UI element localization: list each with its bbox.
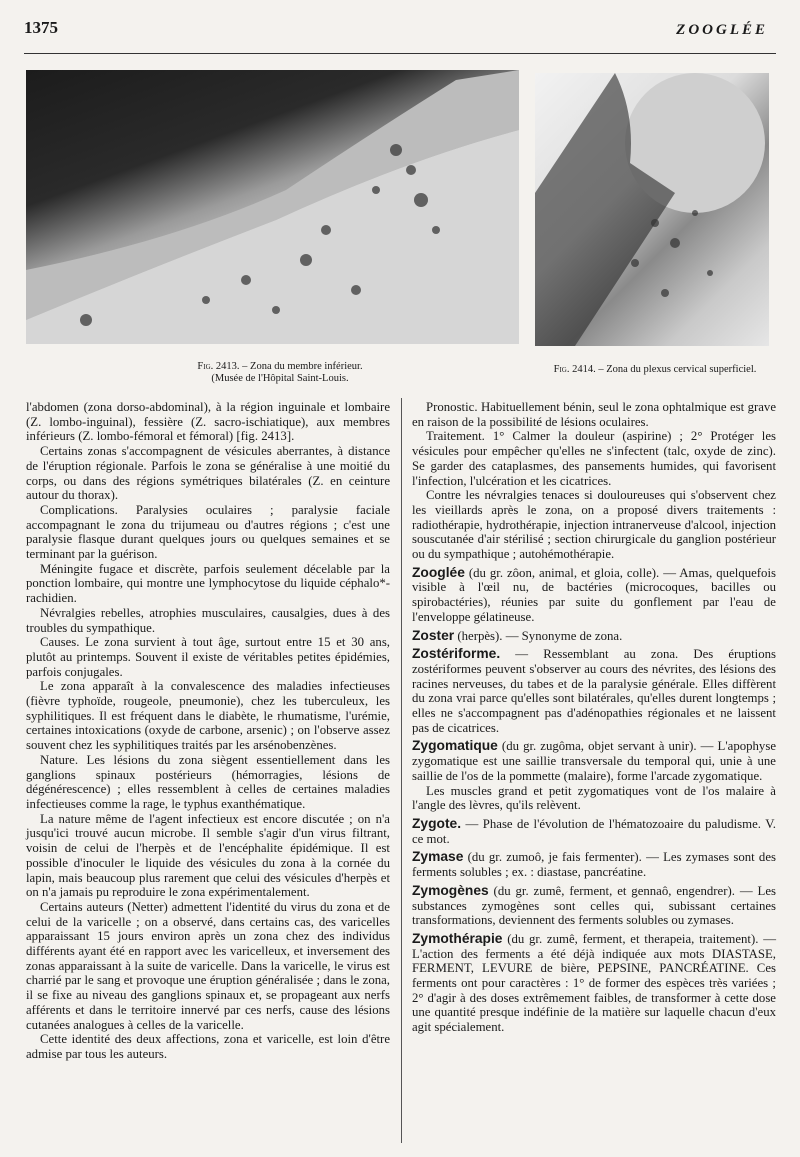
paragraph-nature: Nature. Les lésions du zona siègent essentiellement dans les ganglions spinaux postérieurs (hémorragies, lésions de dégénérescence) ; elles ressemblent à celles de certaines maladies infectieuses comme la rage, le typhus exanthématique. [26, 752, 390, 811]
headword: Zoster [412, 627, 455, 643]
entry-zooglee [412, 566, 776, 625]
entry-zygomatique [412, 739, 776, 783]
definition: — Phase de l'évolution de l'hématozoaire du paludisme. V. ce mot. [412, 816, 776, 846]
paragraph: Contre les névralgies tenaces si douloureuses qui s'observent chez les vieillards après le zona, on a proposé divers traitements : radiothérapie, hydrothérapie, injection intranerveuse d'alcool, injection souscutanée d'air stérilisé ; section chirurgicale du ganglion postérieur ou du sympathique ; autohémothérapie. [412, 488, 776, 562]
entry-zosteriforme [412, 647, 776, 735]
paragraph: Certains auteurs (Netter) admettent l'identité du virus du zona et de celui de la varicelle ; on a observé, dans certains cas, des varicelles apparaissant 15 jours environ après un zona chez des individus différents ayant été en rapport avec les varicelleux, et inversement des zonas apparaissant à la suite de varicelle. Dans la varicelle, le virus est charrié par le sang et provoque une éruption généralisée ; dans le zona, il se fixe au niveau des ganglions spinaux et, se propageant aux nerfs afférents et dans le territoire innervé par ces nerfs, cause des lésions cutanées analogues à celles de la varicelle. [26, 899, 390, 1032]
paragraph-causes: Causes. Le zona survient à tout âge, surtout entre 15 et 30 ans, plutôt au printemps. Souvent il existe de véritables petites épidémies, parfois conjugales. [26, 635, 390, 679]
entry-zymotherapie [412, 932, 776, 1035]
definition: (du gr. zumê, ferment, et gennaô, engendrer). — Les substances zymogènes sont celles qui, subissant certaines transformations, deviennent des ferments solubles ou zymases. [412, 883, 776, 928]
paragraph: Méningite fugace et discrète, parfois seulement décelable par la ponction lombaire, qui montre une lymphocytose du liquide céphalo*-rachidien. [26, 561, 390, 606]
paragraph: Névralgies rebelles, atrophies musculaires, causalgies, dues à des troubles du sympathique. [26, 605, 390, 635]
paragraph-complications: Complications. Paralysies oculaires ; paralysie faciale accompagnant le zona du trijumeau ou d'autres régions ; c'est une paralysie flasque durant quelques jours ou quelques semaines et se terminant par la guérison. [26, 502, 390, 562]
definition: — Ressemblant au zona. Des éruptions zostériformes peuvent s'observer au cours des névrites, des lésions des racines nerveuses, du tabes et de la paralysie générale. Elles diffèrent du zona vrai parce qu'elles sont bilatérales, qu'elles durent longtemps ; elles ne s'accompagnent pas d'adénopathies régionales et ne laissent pas de cicatrices. [412, 647, 776, 735]
headword: Zooglée [412, 564, 465, 580]
photo-neck-illustration [535, 73, 769, 346]
paragraph: Le zona apparaît à la convalescence des maladies infectieuses (fièvre typhoïde, rougeole, pneumonie), chez les tuberculeux, les syphilitiques. Il est fréquent dans le diabète, le rhumatisme, l'urémie, certaines intoxications (oxyde de carbone, arsenic) ; on l'observe assez souvent chez les syphilitiques traités par les arsénobenzènes. [26, 679, 390, 753]
headword: Zymothérapie [412, 930, 503, 946]
paragraph: Certains zonas s'accompagnent de vésicules aberrantes, à distance de l'éruption régionale. Parfois le zona se généralise à une moitié du corps, ou dans des régions symétriques bilatérales (Z. en ceinture autour du thorax). [26, 444, 390, 503]
definition: (herpès). — Synonyme de zona. [454, 628, 623, 643]
paragraph: Les muscles grand et petit zygomatiques vont de l'os malaire à l'angle des lèvres, qu'ils relèvent. [412, 783, 776, 813]
paragraph-pronostic: Pronostic. Habituellement bénin, seul le zona ophtalmique est grave en raison de la possibilité de lésions oculaires. [412, 400, 776, 429]
figure-2414-photo [535, 73, 769, 346]
headword: Zymase [412, 849, 464, 865]
headword: Zostériforme. [412, 646, 501, 662]
entry-zymogenes [412, 884, 776, 928]
definition: (du gr. zugôma, objet servant à unir). — L'apophyse zygomatique est une saillie transversale du temporal qui, unie à une saillie de l'os de la pommette (malaire), forme l'arcade zygomatique. [412, 739, 776, 783]
figure-2413-credit: (Musée de l'Hôpital Saint-Louis. [211, 373, 349, 384]
header-rule [24, 53, 776, 54]
headword: Zymogènes [412, 882, 489, 898]
definition: (du gr. zumoô, je fais fermenter). — Les zymases sont des ferments solubles ; ex. : diastase, pancréatine. [412, 850, 776, 880]
entry-zymase [412, 850, 776, 879]
right-column [412, 400, 776, 1035]
figure-2414-number: Fig. 2414. [553, 364, 596, 375]
entry-zygote [412, 817, 776, 846]
left-column [26, 400, 390, 1062]
running-head: ZOOGLÉE [676, 22, 768, 38]
page-header [24, 18, 776, 44]
paragraph: La nature même de l'agent infectieux est encore discutée ; on n'a jusqu'ici trouvé aucun microbe. Il semble s'agir d'un virus filtrant, voisin de celui de l'herpès et de l'encéphalite épidémique. Il est possible d'inoculer le liquide des vésicules du zona à la cornée du lapin, mais beaucoup plus rarement que celui des vésicules d'herpès et on n'a jamais pu reproduire le zona expérimentalement. [26, 811, 390, 900]
figure-2414-caption-text: – Zona du plexus cervical superficiel. [595, 364, 757, 375]
photo-leg-illustration [26, 70, 519, 344]
paragraph-traitement: Traitement. 1° Calmer la douleur (aspirine) ; 2° Protéger les vésicules pour empêcher qu'elles ne s'infectent (talc, oxyde de zinc). Se garder des cataplasmes, des pansements humides, qui favorisent l'infection, l'ulcération et les cicatrices. [412, 429, 776, 488]
headword: Zygomatique [412, 738, 498, 754]
figure-2413-photo [26, 70, 519, 344]
entry-zoster [412, 629, 776, 644]
definition: (du gr. zôon, animal, et gloia, colle). — Amas, quelquefois visible à l'œil nu, de bactéries (microcoques, bacilles ou spirobactéries), réunies par suite du gonflement par l'eau de l'enveloppe gélatineuse. [412, 565, 776, 624]
definition: (du gr. zumê, ferment, et therapeia, traitement). — L'action des ferments a été déjà indiquée aux mots DIASTASE, FERMENT, LEVURE de bière, PEPSINE, PANCRÉATINE. Ces ferments ont pour caractères : 1° de former des espèces très variées ; 2° d'agir à des doses extrêmement faibles, de transformer à cette dose une quantité presque indéfinie de la matière sur laquelle chacun d'eux agit spécialement. [412, 931, 776, 1035]
figure-2413-caption [150, 361, 410, 385]
figure-2414-caption [545, 364, 765, 376]
paragraph: Cette identité des deux affections, zona et varicelle, est loin d'être admise par tous les auteurs. [26, 1032, 390, 1061]
page-number: 1375 [24, 18, 58, 37]
headword: Zygote. [412, 815, 462, 831]
paragraph: l'abdomen (zona dorso-abdominal), à la région inguinale et lombaire (Z. lombo-inguinal), fessière (Z. sacro-ischiatique), aux membres inférieurs (Z. lombo-fémoral et fémoral) [fig. 2413]. [26, 400, 390, 444]
column-divider [401, 398, 402, 1143]
figure-2413-number: Fig. 2413. [197, 361, 240, 372]
figure-2413-caption-text: – Zona du membre inférieur. [239, 361, 363, 372]
